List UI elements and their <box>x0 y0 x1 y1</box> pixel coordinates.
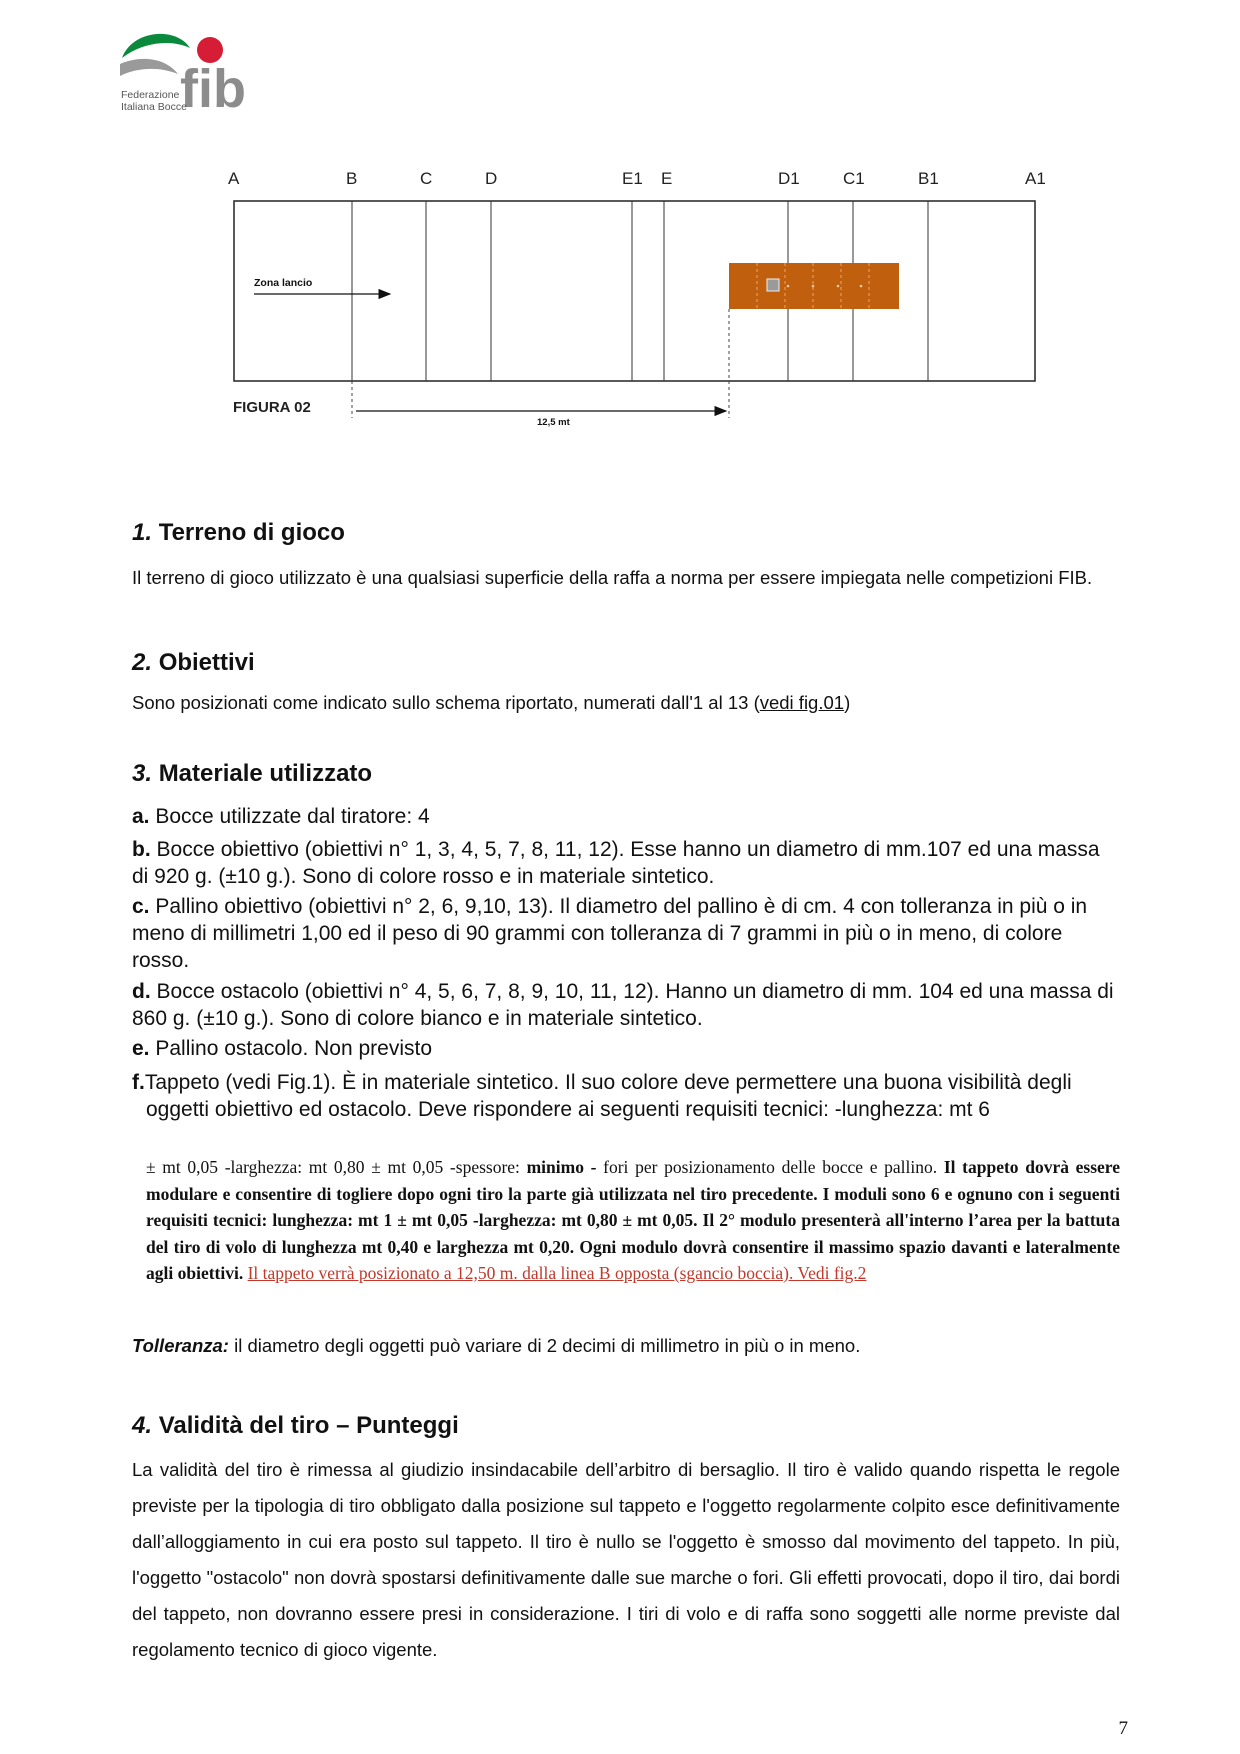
tolerance-note <box>132 1334 1120 1357</box>
col-label-c1: C1 <box>843 169 865 188</box>
tolerance-text: il diametro degli oggetti può variare di 2 decimi di millimetro in più o in meno. <box>228 1335 861 1356</box>
col-label-a: A <box>228 169 240 188</box>
tappeto-specs-minimo: minimo - <box>526 1157 597 1177</box>
section-1-heading <box>132 519 345 547</box>
col-label-e: E <box>661 169 673 188</box>
logo-line-2: Italiana Bocce <box>121 101 187 113</box>
tappeto-position-note[interactable]: Il tappeto verrà posizionato a 12,50 m. dalla linea B opposta (sgancio boccia). Vedi fig.2 <box>247 1263 867 1283</box>
figure-02-diagram <box>0 150 1240 450</box>
col-label-d1: D1 <box>778 169 800 188</box>
section-4-heading <box>132 1412 459 1440</box>
fig01-link[interactable]: vedi fig.01 <box>759 692 845 713</box>
court-outline <box>234 201 1035 381</box>
material-item-d <box>132 978 1120 1032</box>
item-label: a. <box>132 805 150 828</box>
section-2-text-start: Sono posizionati come indicato sullo schema riportato, numerati dall'1 al 13 ( <box>132 692 760 713</box>
logo-line-1: Federazione <box>121 89 180 101</box>
section-2-text <box>132 691 1120 714</box>
section-3-title: Materiale utilizzato <box>158 760 373 787</box>
material-item-b <box>132 836 1120 890</box>
material-item-a <box>132 803 1120 830</box>
col-label-e1: E1 <box>622 169 643 188</box>
item-text: Pallino ostacolo. Non previsto <box>155 1037 433 1060</box>
zona-lancio-label: Zona lancio <box>254 277 313 289</box>
section-1-title: Terreno di gioco <box>158 519 345 546</box>
material-item-e <box>132 1035 1120 1062</box>
item-text: Tappeto (vedi Fig.1). È in materiale sintetico. Il suo colore deve permettere una buona visibilità degli oggetti obiettivo ed ostacolo. Deve rispondere ai seguenti requisiti tecnici: -lunghezza: mt 6 <box>144 1071 1072 1121</box>
col-label-d: D <box>485 169 498 188</box>
fib-logo <box>118 26 268 116</box>
section-4-text: La validità del tiro è rimessa al giudizio insindacabile dell’arbitro di bersaglio. Il tiro è valido quando rispetta le regole previste per la tipologia di tiro obbligato dalla posizione sul tappeto e l'oggetto regolarmente colpito esce definitivamente dall’alloggiamento in cui era posto sul tappeto. Il tiro è nullo se l'oggetto è smosso dal movimento del tappeto. In più, l'oggetto "ostacolo" non dovrà spostarsi definitivamente dalle sue marche o fori. Gli effetti provocati, dopo il tiro, dai bordi del tappeto, non dovranno essere presi in considerazione. I tiri di volo e di raffa sono soggetti alle norme previste dal regolamento tecnico di gioco vigente. <box>132 1459 1120 1660</box>
tolerance-label: Tolleranza: <box>132 1335 229 1356</box>
section-2-number: 2. <box>132 649 153 676</box>
item-text: Bocce ostacolo (obiettivi n° 4, 5, 6, 7, 8, 9, 10, 11, 12). Hanno un diametro di mm. 104 ed una massa di 860 g. (±10 g.). Sono di colore bianco e in materiale sintetico. <box>132 980 1114 1030</box>
column-labels <box>228 169 1046 188</box>
section-4-number: 4. <box>132 1412 153 1439</box>
item-text: Bocce obiettivo (obiettivi n° 1, 3, 4, 5, 7, 8, 11, 12). Esse hanno un diametro di mm.107 ed una massa di 920 g. (±10 g.). Sono di colore rosso e in materiale sintetico. <box>132 838 1100 888</box>
figure-caption: FIGURA 02 <box>233 399 311 416</box>
logo-green-swoosh <box>122 34 190 58</box>
section-2-text-end: ) <box>844 692 851 713</box>
col-label-a1: A1 <box>1025 169 1046 188</box>
section-3-heading <box>132 760 372 788</box>
col-label-b1: B1 <box>918 169 939 188</box>
section-1-number: 1. <box>132 519 153 546</box>
item-label: c. <box>132 895 150 918</box>
item-text: Bocce utilizzate dal tiratore: 4 <box>155 805 430 828</box>
logo-wordmark: fib <box>180 59 246 116</box>
section-3-number: 3. <box>132 760 153 787</box>
item-text: Pallino obiettivo (obiettivi n° 2, 6, 9,10, 13). Il diametro del pallino è di cm. 4 con tolleranza in più o in meno di millimetri 1,00 ed il peso di 90 grammi con tolleranza di 7 grammi in più o in meno, di colore rosso. <box>132 895 1088 972</box>
col-label-c: C <box>420 169 433 188</box>
item-label: b. <box>132 838 151 861</box>
tappeto-specs <box>146 1154 1120 1287</box>
tappeto-modular-requirements: Il tappeto dovrà essere modulare e consentire di togliere dopo ogni tiro la parte già utilizzata nel tiro precedente. I moduli sono 6 e ognuno con i seguenti requisiti tecnici: lunghezza: mt 1 ± mt 0,05 -larghezza: mt 0,80 ± mt 0,05. Il 2° modulo presenterà all'interno l’area per la battuta del tiro di volo di lunghezza mt 0,40 e larghezza mt 0,20. Ogni modulo dovrà consentire il massimo spazio davanti e lateralmente agli obiettivi. <box>146 1157 1121 1283</box>
material-item-c <box>132 893 1120 974</box>
logo-grey-swoosh <box>120 59 178 76</box>
material-item-f <box>132 1069 1120 1123</box>
item-label: e. <box>132 1037 150 1060</box>
tappeto-specs-text: ± mt 0,05 -larghezza: mt 0,80 ± mt 0,05 -spessore: <box>146 1157 527 1177</box>
distance-label: 12,5 mt <box>537 417 570 428</box>
section-1-text: Il terreno di gioco utilizzato è una qualsiasi superficie della raffa a norma per essere impiegata nelle competizioni FIB. <box>132 567 1093 588</box>
page-number: 7 <box>1118 1718 1128 1739</box>
item-label: d. <box>132 980 151 1003</box>
section-2-title: Obiettivi <box>158 649 255 676</box>
col-label-b: B <box>346 169 358 188</box>
item-label: f. <box>132 1071 145 1094</box>
section-4-title: Validità del tiro – Punteggi <box>158 1412 459 1439</box>
tappeto-specs-text-2: fori per posizionamento delle bocce e pallino. <box>596 1157 944 1177</box>
section-2-heading <box>132 649 255 677</box>
mat-battuta-square <box>767 279 779 291</box>
